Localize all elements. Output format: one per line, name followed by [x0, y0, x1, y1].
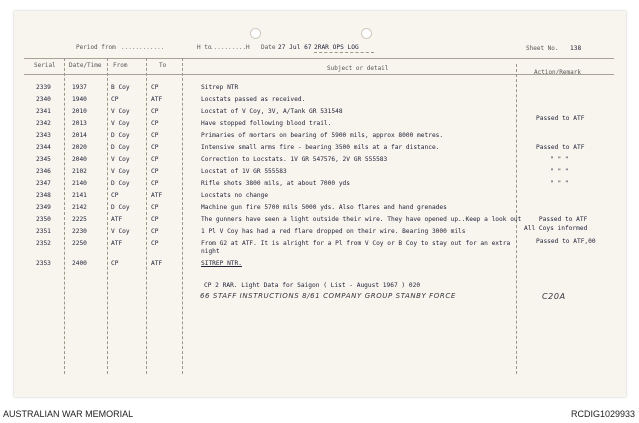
cell-detail: Intensive small arms fire - bearing 3500 mils at a far distance. [201, 144, 440, 151]
col-from: From [113, 62, 128, 69]
cell-time: 2400 [72, 260, 87, 267]
col-sep [182, 58, 183, 374]
period-from-label: Period from [76, 44, 116, 51]
cell-to: CP [151, 84, 159, 91]
cell-time: 2010 [72, 108, 87, 115]
cell-time: 2040 [72, 156, 87, 163]
sheet-value: 138 [570, 45, 582, 52]
cell-serial: 2340 [36, 96, 51, 103]
cell-time: 2020 [72, 144, 87, 151]
cell-from: V Coy [111, 108, 130, 115]
cell-to: CP [151, 132, 159, 139]
cell-serial: 2345 [36, 156, 51, 163]
cell-to: CP [151, 180, 159, 187]
cell-time: 2141 [72, 192, 87, 199]
h-to-label: H to [197, 44, 212, 51]
cell-to: CP [151, 240, 159, 247]
col-sep [107, 58, 108, 374]
cell-serial: 2347 [36, 180, 51, 187]
cell-from: V Coy [111, 228, 130, 235]
cell-remark-ditto: " " " [550, 156, 569, 163]
cell-detail: Locstats passed as received. [201, 96, 306, 103]
col-action: Action/Remark [534, 69, 581, 76]
cell-from: D Coy [111, 144, 130, 151]
cell-from: D Coy [111, 132, 130, 139]
log-sheet [14, 11, 626, 397]
col-serial: Serial [34, 62, 56, 69]
cell-from: D Coy [111, 180, 130, 187]
cell-from: CP [111, 192, 119, 199]
cell-time: 2014 [72, 132, 87, 139]
cell-serial: 2352 [36, 240, 51, 247]
cell-serial: 2351 [36, 228, 51, 235]
col-to: To [159, 62, 167, 69]
cell-to: CP [151, 204, 159, 211]
cell-from: V Coy [111, 120, 130, 127]
cell-detail: Locstat of 1V GR 555583 [201, 168, 287, 175]
cell-detail: Locstat of V Coy, 3V, A/Tank GR 531548 [201, 108, 343, 115]
cell-time: 2102 [72, 168, 87, 175]
cell-serial: 2350 [36, 216, 51, 223]
cell-serial: 2349 [36, 204, 51, 211]
log-stamp: 2RAR OPS LOG [314, 44, 359, 51]
cell-time: 1940 [72, 96, 87, 103]
cell-detail: Have stopped following blood trail. [201, 120, 332, 127]
cell-remark-ditto: " " " [550, 168, 569, 175]
cell-to: CP [151, 120, 159, 127]
punch-hole [361, 28, 372, 39]
cell-serial: 2346 [36, 168, 51, 175]
cell-from: ATF [111, 240, 123, 247]
h-label: H [246, 44, 250, 51]
typed-note: CP 2 RAR. Light Data for Saigon ( List - August 1967 ) 020 [204, 282, 421, 289]
cell-from: V Coy [111, 168, 130, 175]
cell-time: 2250 [72, 240, 87, 247]
cell-time: 2230 [72, 228, 87, 235]
cell-detail: 1 Pl V Coy has had a red flare dropped on their wire. Bearing 3000 mils [201, 228, 466, 235]
col-datetime: Date/Time [69, 62, 102, 69]
cell-serial: 2353 [36, 260, 51, 267]
punch-hole [250, 28, 261, 39]
handwritten-code: C20A [542, 292, 566, 301]
col-sep [146, 58, 147, 374]
cell-detail: Primaries of mortars on bearing of 5900 mils, approx 8000 metres. [201, 132, 444, 139]
cell-from: D Coy [111, 204, 130, 211]
handwritten-note: 66 STAFF INSTRUCTIONS 8/61 COMPANY GROUP STANBY FORCE [200, 292, 456, 300]
cell-to: ATF [151, 96, 163, 103]
cell-to: CP [151, 228, 159, 235]
cell-to: CP [151, 168, 159, 175]
cell-from: B Coy [111, 84, 130, 91]
cell-from: ATF [111, 216, 123, 223]
cell-from: CP [111, 96, 119, 103]
cell-time: 2225 [72, 216, 87, 223]
cell-detail: SITREP NTR. [201, 260, 242, 267]
cell-remark: Passed to ATF [536, 115, 585, 122]
cell-detail: Machine gun fire 5700 mils 5000 yds. Also flares and hand grenades [201, 204, 447, 211]
cell-serial: 2342 [36, 120, 51, 127]
cell-from: V Coy [111, 156, 130, 163]
cell-remark-ditto: " " " [550, 180, 569, 187]
period-from-dots: ............ [121, 44, 165, 51]
cell-serial: 2344 [36, 144, 51, 151]
cell-serial: 2343 [36, 132, 51, 139]
cell-to: ATF [151, 260, 163, 267]
cell-from: CP [111, 260, 119, 267]
cell-time: 2013 [72, 120, 87, 127]
cell-to: CP [151, 144, 159, 151]
cell-remark: Passed to ATF [536, 144, 585, 151]
cell-detail: Locstats no change [201, 192, 269, 199]
cell-to: CP [151, 216, 159, 223]
h-to-dots: .......... [210, 44, 247, 51]
footer-record-id: RCDIG1029933 [570, 409, 635, 419]
cell-to: CP [151, 156, 159, 163]
date-label: Date [261, 44, 276, 51]
cell-detail: Sitrep NTR [201, 84, 239, 91]
cell-time: 1937 [72, 84, 87, 91]
cell-detail: The gunners have seen a light outside their wire. They have opened up..Keep a look out [201, 216, 522, 223]
cell-remark: Passed to ATF,00 [536, 238, 596, 245]
cell-to: CP [151, 108, 159, 115]
sheet-label: Sheet No. [526, 45, 559, 52]
cell-detail: From G2 at ATF. It is alright for a Pl from V Coy or B Coy to stay out for an extra night [201, 240, 511, 255]
cell-serial: 2348 [36, 192, 51, 199]
cell-serial: 2341 [36, 108, 51, 115]
cell-remark: Passed to ATF All Coys informed [524, 216, 588, 232]
cell-to: ATF [151, 192, 163, 199]
table-header-rule [24, 74, 614, 75]
table-top-rule [24, 58, 614, 59]
cell-time: 2140 [72, 180, 87, 187]
footer-archive-name: AUSTRALIAN WAR MEMORIAL [3, 409, 134, 419]
cell-time: 2142 [72, 204, 87, 211]
col-subject: Subject or detail [327, 65, 389, 72]
cell-detail: Correction to Locstats. 1V GR 547576, 2V GR 555583 [201, 156, 388, 163]
date-value: 27 Jul 67 [278, 44, 312, 51]
cell-serial: 2339 [36, 84, 51, 91]
cell-detail: Rifle shots 3800 mils, at about 7000 yds [201, 180, 351, 187]
col-sep [64, 58, 65, 374]
stamp-underline [314, 52, 374, 53]
